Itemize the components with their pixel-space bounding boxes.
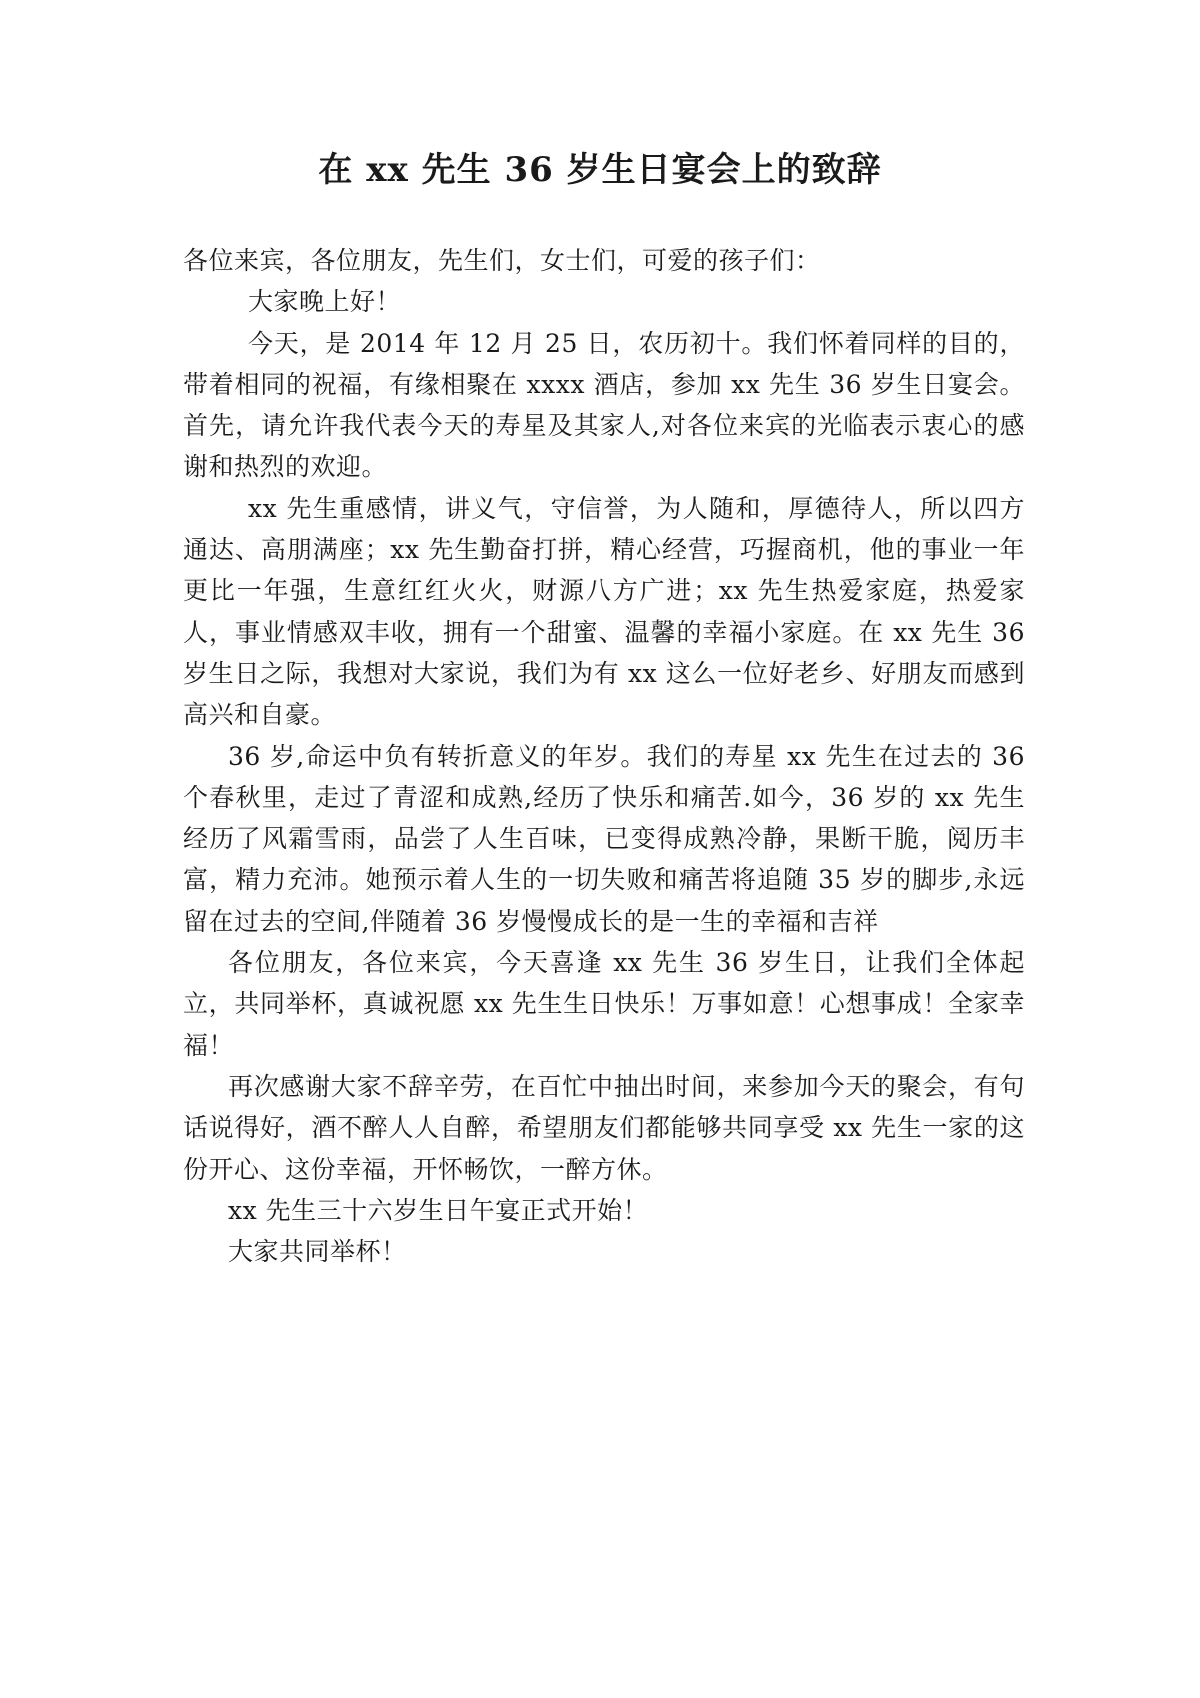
paragraph-date-intro: 今天，是 2014 年 12 月 25 日，农历初十。我们怀着同样的目的，带着相同的祝福，有缘相聚在 xxxx 酒店，参加 xx 先生 36 岁生日宴会。首先，请允许我代表今天的寿星及其家人,对各位来宾的光临表示衷心的感谢和热烈的欢迎。 — [183, 328, 1025, 482]
paragraph-toast-wishes: 各位朋友，各位来宾，今天喜逢 xx 先生 36 岁生日，让我们全体起立，共同举杯，真诚祝愿 xx 先生生日快乐！万事如意！心想事成！全家幸福！ — [183, 948, 1025, 1060]
paragraph-raise-glasses: 大家共同举杯！ — [228, 1237, 407, 1267]
paragraph-opening: 大家晚上好！ — [248, 287, 402, 317]
document-body — [183, 240, 1025, 1272]
paragraph-age-36: 36 岁,命运中负有转折意义的年岁。我们的寿星 xx 先生在过去的 36 个春秋里，走过了青涩和成熟,经历了快乐和痛苦.如今，36 岁的 xx 先生经历了风霜雪雨，品尝了人生百味，已变得成熟冷静，果断干脆，阅历丰富，精力充沛。她预示着人生的一切失败和痛苦将追随 35 岁的脚步,永远留在过去的空间,伴随着 36 岁慢慢成长的是一生的幸福和吉祥 — [183, 741, 1025, 936]
paragraph-banquet-start: xx 先生三十六岁生日午宴正式开始！ — [228, 1195, 649, 1225]
document-title: 在 xx 先生 36 岁生日宴会上的致辞 — [318, 150, 882, 190]
paragraph-character: xx 先生重感情，讲义气，守信誉，为人随和，厚德待人，所以四方通达、高朋满座；xx 先生勤奋打拼，精心经营，巧握商机，他的事业一年更比一年强，生意红红火火，财源八方广进；xx 先生热爱家庭，热爱家人，事业情感双丰收，拥有一个甜蜜、温馨的幸福小家庭。在 xx 先生 36 岁生日之际，我想对大家说，我们为有 xx 这么一位好老乡、好朋友而感到高兴和自豪。 — [183, 493, 1025, 730]
greeting-line: 各位来宾，各位朋友，先生们，女士们，可爱的孩子们： — [183, 246, 821, 275]
paragraph-thanks: 再次感谢大家不辞辛劳，在百忙中抽出时间，来参加今天的聚会，有句话说得好，酒不醉人人自醉，希望朋友们都能够共同享受 xx 先生一家的这份开心、这份幸福，开怀畅饮，一醉方休。 — [183, 1071, 1025, 1184]
